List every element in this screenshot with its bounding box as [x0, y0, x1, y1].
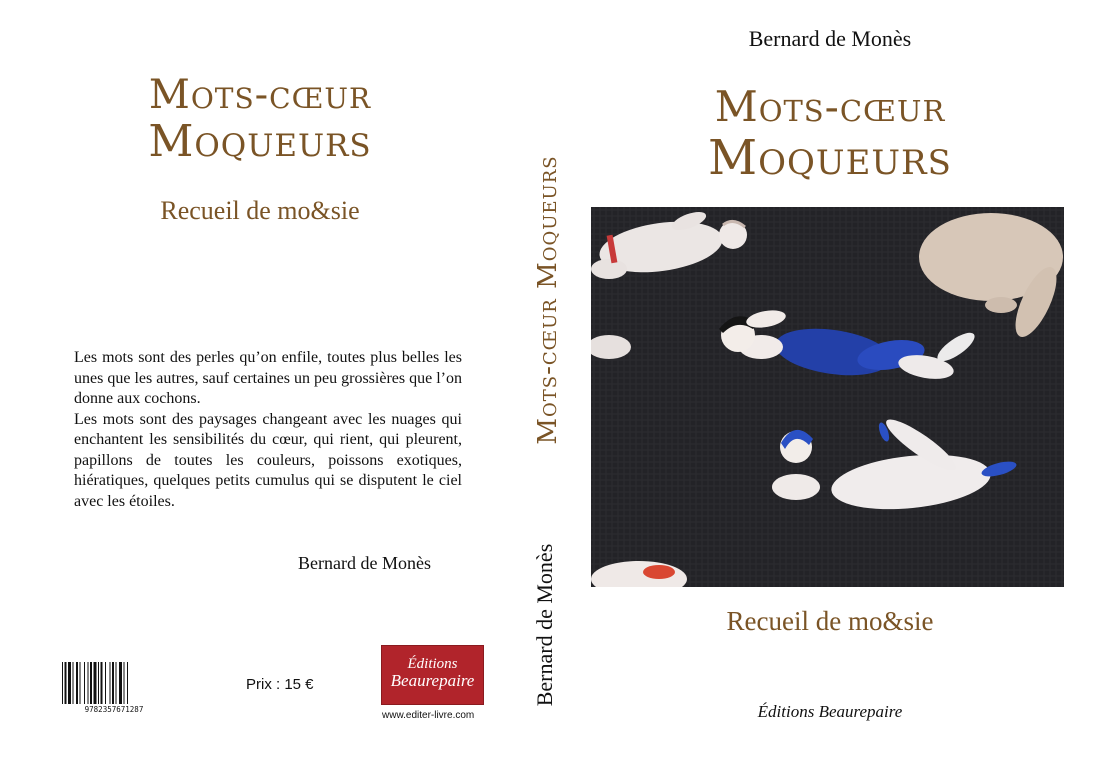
publisher-logo-line1: Éditions: [407, 656, 458, 672]
spine-author: Bernard de Monès: [532, 543, 557, 707]
spine-title: Mots-cœur Moqueurs: [533, 155, 563, 445]
back-cover-blurb: [74, 348, 462, 512]
cover-photo-porcelain-figurines: [591, 207, 1064, 587]
barcode-bars: [62, 662, 128, 704]
barcode: [58, 660, 170, 714]
blurb-paragraph-1: Les mots sont des perles qu’on enfile, toutes plus belles les unes que les autres, sauf certaines un peu grossières que l’on donne aux cochons.: [74, 349, 462, 407]
price-label: Prix : 15 €: [246, 676, 314, 693]
back-cover-subtitle: Recueil de mo&sie: [160, 196, 360, 225]
back-cover-author: Bernard de Monès: [298, 553, 431, 573]
front-cover-author: Bernard de Monès: [748, 26, 912, 51]
front-cover-title-line1: Mots-cœur: [714, 82, 946, 131]
publisher-logo: [381, 645, 484, 705]
front-cover-publisher: Éditions Beaurepaire: [757, 702, 903, 721]
publisher-url: www.editer-livre.com: [382, 710, 475, 721]
back-cover-title-line2: Moqueurs: [148, 116, 372, 167]
front-cover-title-line2: Moqueurs: [708, 130, 952, 186]
blurb-paragraph-2: Les mots sont des paysages changeant avec les nuages qui enchantent les sensibilités du cœur, qui rient, qui pleurent, papillons de toutes les couleurs, poissons exotiques, hiératiques, quelques petits cumulus qui se disputent le ciel avec les étoiles.: [74, 410, 462, 510]
publisher-logo-line2: Beaurepaire: [390, 671, 475, 690]
back-cover-title-line1: Mots-cœur: [148, 72, 372, 118]
front-cover-subtitle: Recueil de mo&sie: [726, 606, 934, 636]
barcode-number: 9782357671287: [84, 705, 144, 714]
